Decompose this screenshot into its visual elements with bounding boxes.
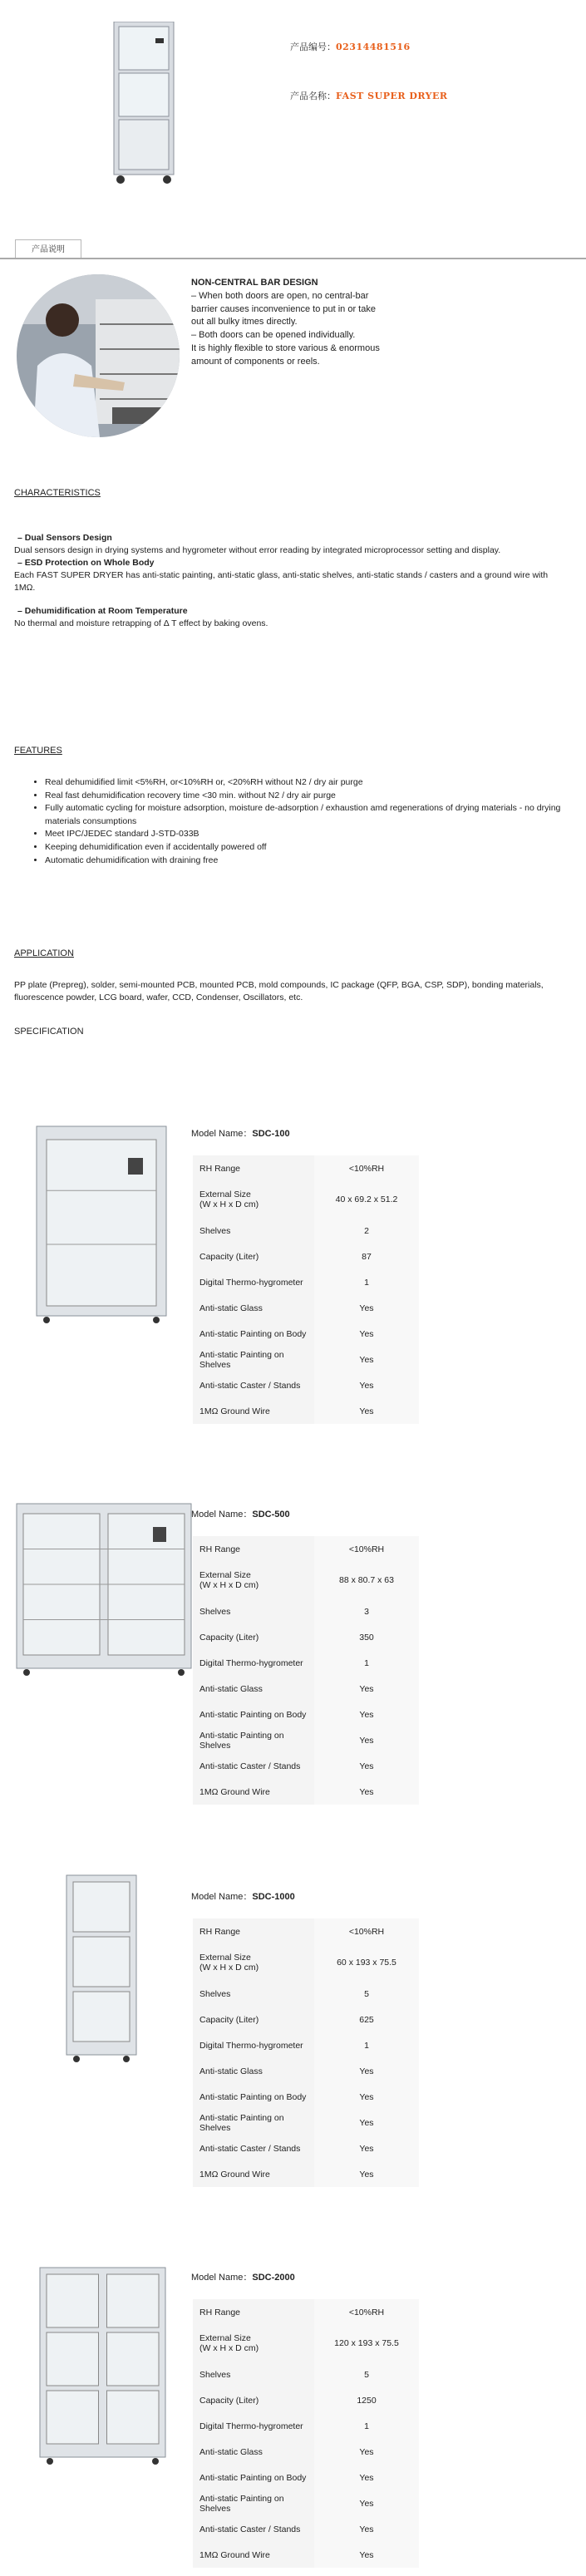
- product-code-label: 产品编号：: [290, 42, 336, 52]
- spec-value: 88 x 80.7 x 63: [314, 1562, 419, 1598]
- model-name-line: [191, 1126, 290, 1140]
- spec-table: [193, 2299, 419, 2568]
- spec-label: Anti-static Glass: [193, 2439, 314, 2465]
- spec-row: [193, 2135, 419, 2161]
- spec-label: Anti-static Caster / Stands: [193, 1753, 314, 1779]
- product-code-value: 02314481516: [336, 42, 411, 52]
- spec-row: [193, 1372, 419, 1398]
- spec-row: [193, 2542, 419, 2568]
- feature-item: • Real fast dehumidification recovery time <30 min. without N2 / dry air purge: [45, 790, 577, 803]
- char-item-body: No thermal and moisture retrapping of Δ T effect by baking ovens.: [14, 618, 268, 628]
- model-name-label: Model Name：: [191, 1510, 253, 1519]
- spec-row: [193, 1702, 419, 1727]
- model-name-value: SDC-2000: [252, 2273, 295, 2283]
- product-code-line: [290, 40, 411, 53]
- spec-label: External Size (W x H x D cm): [193, 2325, 314, 2362]
- spec-value: 1: [314, 2413, 419, 2439]
- spec-value: <10%RH: [314, 2299, 419, 2325]
- spec-label: Anti-static Glass: [193, 1295, 314, 1321]
- spec-value: Yes: [314, 1347, 419, 1372]
- spec-value: Yes: [314, 1753, 419, 1779]
- spec-value: 350: [314, 1624, 419, 1650]
- spec-row: [193, 2516, 419, 2542]
- spec-label: Shelves: [193, 2362, 314, 2387]
- spec-value: Yes: [314, 2439, 419, 2465]
- spec-label: Shelves: [193, 1218, 314, 1244]
- spec-row: [193, 1727, 419, 1753]
- spec-row: [193, 1347, 419, 1372]
- spec-value: Yes: [314, 2542, 419, 2568]
- spec-row: [193, 1562, 419, 1598]
- spec-value: Yes: [314, 2084, 419, 2110]
- model-cabinet-image: [35, 1125, 168, 1324]
- spec-label: Capacity (Liter): [193, 2007, 314, 2032]
- spec-table: [193, 1155, 419, 1424]
- feature-item: • Real dehumidified limit <5%RH, or<10%RH or, <20%RH without N2 / dry air purge: [45, 776, 577, 790]
- model-name-value: SDC-1000: [252, 1892, 295, 1902]
- spec-value: Yes: [314, 1295, 419, 1321]
- spec-value: <10%RH: [314, 1155, 419, 1181]
- spec-label: Capacity (Liter): [193, 1624, 314, 1650]
- spec-row: [193, 1598, 419, 1624]
- spec-value: 1: [314, 1269, 419, 1295]
- spec-value: Yes: [314, 2135, 419, 2161]
- spec-value: Yes: [314, 1727, 419, 1753]
- intro-line: – When both doors are open, no central-bar: [191, 290, 369, 301]
- spec-value: 1250: [314, 2387, 419, 2413]
- spec-row: [193, 1321, 419, 1347]
- spec-row: [193, 2161, 419, 2187]
- spec-label: Anti-static Glass: [193, 2058, 314, 2084]
- model-name-label: Model Name：: [191, 1892, 253, 1902]
- char-item-title: – Dual Sensors Design: [17, 533, 112, 543]
- spec-value: Yes: [314, 1702, 419, 1727]
- spec-label: Anti-static Painting on Shelves: [193, 2490, 314, 2516]
- spec-value: Yes: [314, 2465, 419, 2490]
- spec-row: [193, 2413, 419, 2439]
- characteristics-body: [14, 532, 571, 630]
- spec-label: Anti-static Painting on Body: [193, 2084, 314, 2110]
- spec-label: Capacity (Liter): [193, 2387, 314, 2413]
- spec-value: Yes: [314, 1398, 419, 1424]
- application-heading: APPLICATION: [14, 948, 74, 958]
- application-text: PP plate (Prepreg), solder, semi-mounted PCB, mounted PCB, mold compounds, IC package (QFP, BGA, CSP, SDP), bonding materials, fluorescence powder, LCG board, wafer, CCD, Condenser, Oscillators, etc.: [14, 980, 544, 1002]
- model-cabinet-image: [15, 1502, 193, 1677]
- spec-label: Anti-static Painting on Body: [193, 2465, 314, 2490]
- intro-line: barrier causes inconvenience to put in or take: [191, 303, 376, 314]
- spec-row: [193, 2387, 419, 2413]
- spec-value: 120 x 193 x 75.5: [314, 2325, 419, 2362]
- spec-label: Anti-static Painting on Body: [193, 1702, 314, 1727]
- spec-value: 5: [314, 1981, 419, 2007]
- spec-label: Anti-static Painting on Shelves: [193, 1347, 314, 1372]
- spec-label: Anti-static Painting on Shelves: [193, 2110, 314, 2135]
- product-name-line: [290, 89, 448, 102]
- feature-item: • Automatic dehumidification with draining free: [45, 855, 577, 868]
- spec-value: Yes: [314, 2058, 419, 2084]
- spec-label: RH Range: [193, 1155, 314, 1181]
- spec-label: Anti-static Painting on Shelves: [193, 1727, 314, 1753]
- model-name-label: Model Name：: [191, 1129, 253, 1139]
- spec-row: [193, 1753, 419, 1779]
- specification-heading: SPECIFICATION: [14, 1027, 84, 1037]
- intro-line: – Both doors can be opened individually.: [191, 330, 356, 341]
- spec-row: [193, 1398, 419, 1424]
- spec-label: RH Range: [193, 1918, 314, 1944]
- spec-value: Yes: [314, 2161, 419, 2187]
- spec-value: 60 x 193 x 75.5: [314, 1944, 419, 1981]
- spec-label: RH Range: [193, 2299, 314, 2325]
- spec-value: 1: [314, 2032, 419, 2058]
- spec-row: [193, 1218, 419, 1244]
- spec-table: [193, 1536, 419, 1805]
- spec-label: Anti-static Caster / Stands: [193, 2135, 314, 2161]
- spec-label: Digital Thermo-hygrometer: [193, 2032, 314, 2058]
- intro-line: It is highly flexible to store various & enormous: [191, 342, 380, 353]
- spec-label: Anti-static Glass: [193, 1676, 314, 1702]
- spec-row: [193, 1295, 419, 1321]
- spec-value: Yes: [314, 2516, 419, 2542]
- spec-label: Digital Thermo-hygrometer: [193, 1650, 314, 1676]
- product-cabinet-image: [112, 22, 175, 185]
- model-name-value: SDC-100: [252, 1129, 290, 1139]
- spec-label: 1MΩ Ground Wire: [193, 1779, 314, 1805]
- spec-row: [193, 1244, 419, 1269]
- spec-label: RH Range: [193, 1536, 314, 1562]
- spec-row: [193, 2299, 419, 2325]
- features-heading: FEATURES: [14, 746, 62, 756]
- intro-text: [191, 277, 407, 369]
- model-cabinet-image: [38, 2266, 167, 2465]
- spec-row: [193, 1944, 419, 1981]
- spec-label: Digital Thermo-hygrometer: [193, 2413, 314, 2439]
- spec-label: 1MΩ Ground Wire: [193, 2542, 314, 2568]
- spec-label: External Size (W x H x D cm): [193, 1181, 314, 1218]
- spec-row: [193, 2325, 419, 2362]
- product-name-value: FAST SUPER DRYER: [336, 91, 448, 101]
- spec-row: [193, 1181, 419, 1218]
- tab-divider: [0, 258, 586, 259]
- spec-label: Shelves: [193, 1981, 314, 2007]
- spec-label: Anti-static Painting on Body: [193, 1321, 314, 1347]
- spec-value: 5: [314, 2362, 419, 2387]
- feature-item: • Fully automatic cycling for moisture adsorption, moisture de-adsorption / exhaustion amd regenerations of drying materials - no drying materials consumptions: [45, 802, 577, 828]
- spec-row: [193, 2110, 419, 2135]
- spec-value: 625: [314, 2007, 419, 2032]
- spec-value: Yes: [314, 1676, 419, 1702]
- spec-label: Anti-static Caster / Stands: [193, 1372, 314, 1398]
- spec-row: [193, 1536, 419, 1562]
- char-item-body: Each FAST SUPER DRYER has anti-static painting, anti-static glass, anti-static shelves, anti-static stands / casters and a ground wire with 1MΩ.: [14, 570, 549, 593]
- intro-title: NON-CENTRAL BAR DESIGN: [191, 278, 318, 288]
- spec-row: [193, 2362, 419, 2387]
- intro-line: out all bulky itmes directly.: [191, 317, 298, 328]
- spec-row: [193, 1676, 419, 1702]
- spec-value: 2: [314, 1218, 419, 1244]
- spec-row: [193, 1981, 419, 2007]
- char-item-title: – Dehumidification at Room Temperature: [17, 606, 188, 616]
- spec-row: [193, 2439, 419, 2465]
- char-item-title: – ESD Protection on Whole Body: [17, 558, 155, 568]
- spec-row: [193, 2058, 419, 2084]
- feature-item: • Keeping dehumidification even if accidentally powered off: [45, 841, 577, 855]
- spec-label: Anti-static Caster / Stands: [193, 2516, 314, 2542]
- spec-value: Yes: [314, 1321, 419, 1347]
- spec-row: [193, 1918, 419, 1944]
- spec-value: 40 x 69.2 x 51.2: [314, 1181, 419, 1218]
- spec-value: Yes: [314, 2490, 419, 2516]
- spec-value: <10%RH: [314, 1918, 419, 1944]
- features-list: [30, 776, 577, 867]
- spec-label: Digital Thermo-hygrometer: [193, 1269, 314, 1295]
- model-name-value: SDC-500: [252, 1510, 290, 1519]
- feature-item: • Meet IPC/JEDEC standard J-STD-033B: [45, 828, 577, 841]
- tab-product-description[interactable]: 产品说明: [15, 239, 81, 259]
- model-name-line: [191, 2270, 295, 2283]
- spec-row: [193, 1624, 419, 1650]
- char-item-body: Dual sensors design in drying systems and hygrometer without error reading by integrated microprocessor setting and display.: [14, 545, 501, 555]
- spec-label: Shelves: [193, 1598, 314, 1624]
- spec-row: [193, 2490, 419, 2516]
- model-name-label: Model Name：: [191, 2273, 253, 2283]
- spec-row: [193, 1779, 419, 1805]
- spec-label: Capacity (Liter): [193, 1244, 314, 1269]
- spec-value: Yes: [314, 1779, 419, 1805]
- spec-value: Yes: [314, 1372, 419, 1398]
- model-name-line: [191, 1889, 295, 1903]
- spec-label: 1MΩ Ground Wire: [193, 1398, 314, 1424]
- model-cabinet-image: [65, 1874, 138, 2063]
- characteristics-heading: CHARACTERISTICS: [14, 488, 101, 498]
- spec-row: [193, 2007, 419, 2032]
- spec-value: Yes: [314, 2110, 419, 2135]
- spec-value: 1: [314, 1650, 419, 1676]
- spec-row: [193, 2084, 419, 2110]
- spec-value: 87: [314, 1244, 419, 1269]
- spec-row: [193, 2465, 419, 2490]
- spec-row: [193, 1650, 419, 1676]
- spec-row: [193, 1155, 419, 1181]
- spec-value: 3: [314, 1598, 419, 1624]
- spec-row: [193, 2032, 419, 2058]
- spec-label: External Size (W x H x D cm): [193, 1944, 314, 1981]
- spec-table: [193, 1918, 419, 2187]
- model-name-line: [191, 1507, 290, 1520]
- spec-label: External Size (W x H x D cm): [193, 1562, 314, 1598]
- spec-row: [193, 1269, 419, 1295]
- worker-photo: [17, 274, 180, 437]
- product-name-label: 产品名称：: [290, 91, 336, 101]
- spec-value: <10%RH: [314, 1536, 419, 1562]
- intro-line: amount of components or reels.: [191, 356, 320, 367]
- spec-label: 1MΩ Ground Wire: [193, 2161, 314, 2187]
